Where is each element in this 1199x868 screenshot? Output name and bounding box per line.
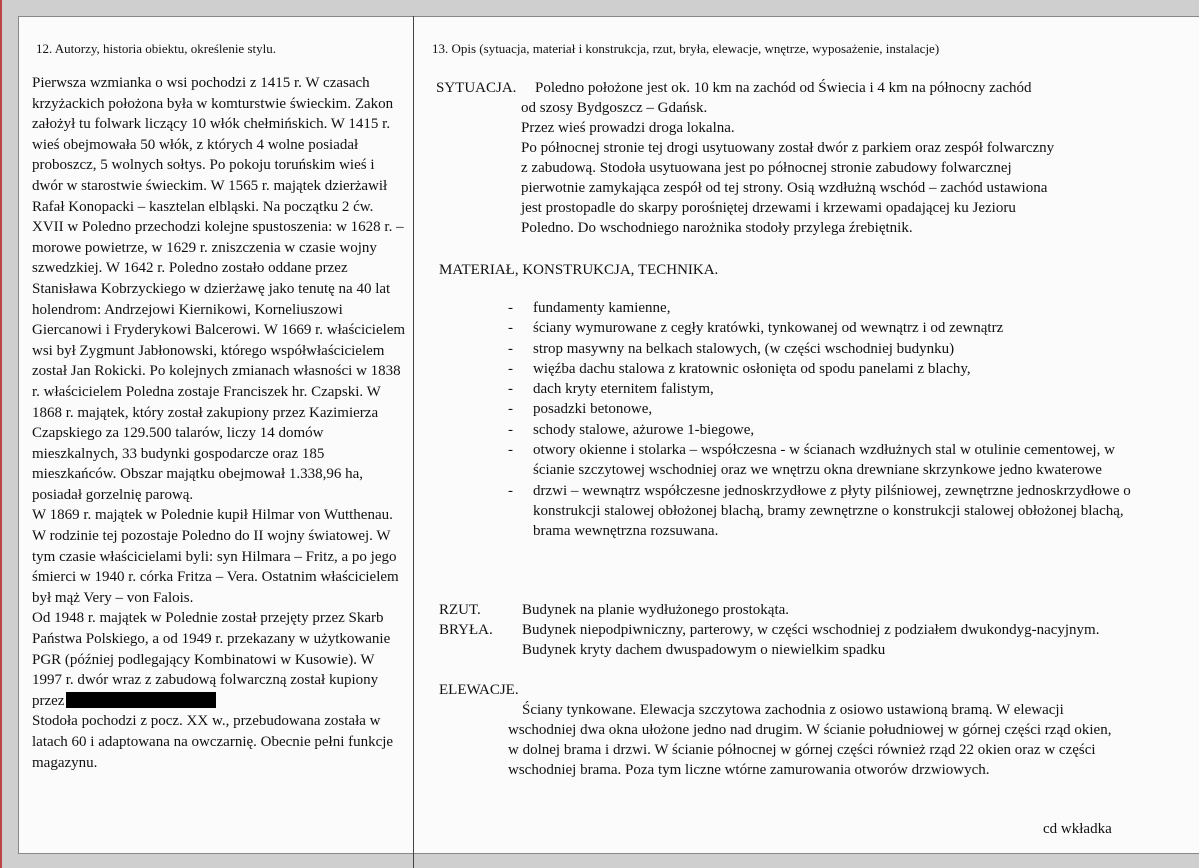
- history-paragraph-last: [32, 608, 407, 773]
- rzut-text: Budynek na planie wydłużonego prostokąta.: [522, 602, 790, 618]
- history-text-span: Od 1948 r. majątek w Polednie został przejęty przez Skarb Państwa Polskiego, a od 1949 r. przekazany w użytkowanie PGR (później podlegający Kombinatowi w Kusowie). W 1997 r. dwór wraz z zabudową folwarczną został kupiony przez: [32, 610, 391, 709]
- material-list-item: - dach kryty eternitem falistym,: [508, 379, 1158, 399]
- section-label-material: MATERIAŁ, KONSTRUKCJA, TECHNIKA.: [439, 262, 719, 278]
- sytuacja-line: Poledno. Do wschodniego narożnika stodoły przylega źrebiętnik.: [521, 220, 913, 236]
- column-divider: [413, 16, 414, 868]
- material-list-item: - posadzki betonowe,: [508, 399, 1158, 419]
- scan-edge: [0, 0, 2, 868]
- sytuacja-line: Po północnej stronie tej drogi usytuowany został dwór z parkiem oraz zespół folwarczny: [521, 140, 1055, 156]
- material-list-item: - drzwi – wewnątrz współczesne jednoskrzydłowe z płyty pilśniowej, zewnętrzne jednoskrzydłowe o konstrukcji stalowej obłożonej blachą, bramy zewnętrzne o konstrukcji stalowej obłożonej blachą, brama wewnętrzna rozsuwana.: [508, 481, 1158, 542]
- elewacje-paragraph: Ściany tynkowane. Elewacja szczytowa zachodnia z osiowo ustawioną bramą. W elewacji wschodniej dwa okna ułożone jedno nad drugim. W ścianie południowej w górnej części rząd okien, w dolnej brama i drzwi. W ścianie północnej w górnej części również rząd 22 okien oraz w części wschodniej brama. Poza tym liczne wtórne zamurowania otworów drzwiowych.: [508, 702, 1112, 778]
- section-label-elewacje: ELEWACJE.: [439, 682, 519, 698]
- section-label-rzut: RZUT.: [439, 602, 481, 618]
- material-list-item: - ściany wymurowane z cegły kratówki, tynkowanej od wewnątrz i od zewnątrz: [508, 318, 1158, 338]
- redaction-bar: [66, 692, 216, 708]
- right-column-header: 13. Opis (sytuacja, materiał i konstrukcja, rzut, bryła, elewacje, wnętrze, wyposażenie, instalacje): [432, 41, 940, 56]
- bryla-text: Budynek niepodpiwniczny, parterowy, w części wschodniej z podziałem dwukondyg-nacyjnym. Budynek kryty dachem dwuspadowym o niewielkim spadku: [522, 622, 1100, 658]
- history-text-span: Stodoła pochodzi z pocz. XX w., przebudowana została w latach 60 i adaptowana na owczarnię. Obecnie pełni funkcje magazynu.: [32, 713, 394, 771]
- elewacje-text: [508, 700, 1120, 780]
- material-list: [508, 298, 1158, 542]
- material-list-item: - strop masywny na belkach stalowych, (w części wschodniej budynku): [508, 339, 1158, 359]
- sytuacja-line: od szosy Bydgoszcz – Gdańsk.: [521, 100, 708, 116]
- sytuacja-text: [521, 98, 1141, 238]
- sytuacja-line: Przez wieś prowadzi droga lokalna.: [521, 120, 735, 136]
- sytuacja-line: pierwotnie zamykająca zespół od tej strony. Osią wzdłużną wschód – zachód ustawiona: [521, 180, 1048, 196]
- material-list-item: - schody stalowe, ażurowe 1-biegowe,: [508, 420, 1158, 440]
- section-label-bryla: BRYŁA.: [439, 622, 493, 638]
- sytuacja-line: jest prostopadle do skarpy porośniętej drzewami i krzewami opadającej ku Jezioru: [521, 200, 1016, 216]
- history-text: [32, 73, 407, 773]
- sytuacja-first-line: Poledno położone jest ok. 10 km na zachód od Świecia i 4 km na północny zachód: [535, 80, 1032, 96]
- material-list-item: - otwory okienne i stolarka – współczesna - w ścianach wzdłużnych stal w otulinie cementowej, w ścianie szczytowej wschodniej oraz we wnętrzu okna drewniane skrzynkowe jedno kwaterowe: [508, 440, 1158, 481]
- history-paragraph: W 1869 r. majątek w Polednie kupił Hilmar von Wutthenau. W rodzinie tej pozostaje Poledno do II wojny światowej. W tym czasie właścicielami byli: syn Hilmara – Fritz, a po jego śmierci w 1940 r. córka Fritza – Vera. Ostatnim właścicielem był mąż Very – von Falois.: [32, 507, 399, 606]
- continuation-note: cd wkładka: [1043, 821, 1112, 837]
- material-list-item: - więźba dachu stalowa z kratownic osłonięta od spodu panelami z blachy,: [508, 359, 1158, 379]
- history-paragraph: Pierwsza wzmianka o wsi pochodzi z 1415 r. W czasach krzyżackich położona była w komturstwie świeckim. Zakon założył tu folwark liczący 10 włók chełmińskich. W 1415 r. wieś obejmowała 50 włók, z których 4 wolne posiadał proboszcz, 5 wolnych sołtys. Po pokoju toruńskim wieś i dwór w starostwie świeckim. W 1565 r. majątek dzierżawił Rafał Konopacki – kasztelan elbląski. Na początku 2 ćw. XVII w Poledno przechodzi kolejne spustoszenia: w 1628 r. – morowe powietrze, w 1629 r. zniszczenia w czasie wojny szwedzkiej. W 1642 r. Poledno zostało oddane przez Stanisława Kobrzyckiego w dzierżawę jako tenutę na 40 lat holendrom: Andrzejowi Kiernikowi, Korneliuszowi Giercanowi i Fryderykowi Balcerowi. W 1669 r. właścicielem wsi był Zygmunt Jabłonowski, którego współwłaścicielem został Jan Rokicki. Po kolejnych zmianach własności w 1838 r. właścicielem Poledna zostaje Franciszek hr. Czapski. W 1868 r. majątek, który został zakupiony przez Kazimierza Czapskiego za 129.500 talarów, liczy 14 domów mieszkalnych, 33 budynki gospodarcze oraz 185 mieszkańców. Obszar majątku obejmował 1.338,96 ha, posiadał gorzelnię parową.: [32, 75, 406, 503]
- left-column-header: 12. Autorzy, historia obiektu, określenie stylu.: [36, 41, 276, 56]
- material-list-item: - fundamenty kamienne,: [508, 298, 1158, 318]
- section-label-sytuacja: SYTUACJA.: [436, 80, 517, 96]
- sytuacja-line: z zabudową. Stodoła usytuowana jest po północnej stronie zabudowy folwarcznej: [521, 160, 1012, 176]
